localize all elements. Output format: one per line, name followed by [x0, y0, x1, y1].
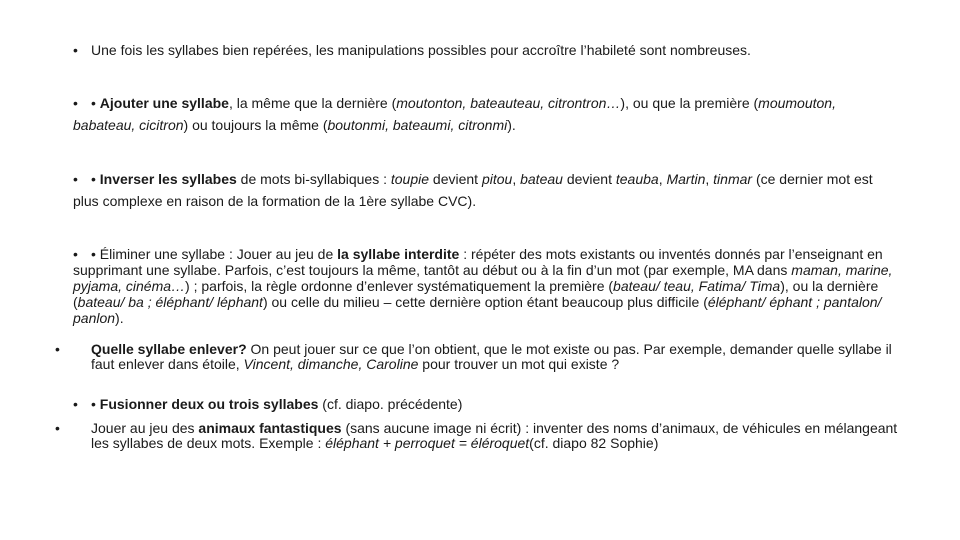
text-run: pour trouver un mot qui existe ? [418, 356, 620, 372]
bullet: • [55, 341, 60, 357]
text-run: , [705, 171, 714, 187]
example-run: boutonmi, bateaumi, citronmi [327, 117, 508, 133]
text-run: ) ou celle du milieu – cette dernière option étant beaucoup plus difficile ( [262, 294, 708, 310]
text-run: devient [429, 171, 482, 187]
text-run: (ce dernier mot est plus complexe en raison de la formation de la 1ère syllabe CVC). [73, 171, 877, 209]
example-run: éléphant/ éphant ; pantalon/ panlon [73, 294, 886, 326]
bullet: • [73, 171, 78, 187]
text-run: ) ou toujours la même ( [183, 117, 328, 133]
example-run: maman, marine, pyjama, cinéma… [73, 262, 897, 294]
bullet: • [73, 42, 78, 58]
fantastic-animals-title: animaux fantastiques [198, 420, 342, 436]
bullet: • [73, 95, 78, 111]
text-run: (cf. diapo. précédente) [318, 396, 463, 412]
example-run: bateau/ teau, Fatima/ Tima [613, 278, 781, 294]
invert-syllables-title: Inverser les syllabes [99, 171, 237, 187]
text-run: Jouer au jeu des [91, 420, 199, 436]
bullet: • [55, 420, 60, 436]
sub-bullet: • [91, 95, 100, 111]
text-run: ), ou la dernière ( [73, 278, 883, 310]
paragraph-invert-syllables [73, 168, 893, 212]
which-syllable-title: Quelle syllabe enlever? [91, 341, 247, 357]
text-run: , la même que la dernière ( [228, 95, 397, 111]
example-run: tinmar [713, 171, 753, 187]
add-syllable-title: Ajouter une syllabe [99, 95, 229, 111]
example-run: teauba [615, 171, 659, 187]
text-run: de mots bi-syllabiques : [236, 171, 391, 187]
intro-text: Une fois les syllabes bien repérées, les manipulations possibles pour accroître l’habileté sont nombreuses. [91, 42, 751, 58]
example-run: pitou [481, 171, 513, 187]
text-run: (sans aucune image ni écrit) : inventer des noms d’animaux, de véhicules en mélangeant les syllabes de deux mots. Exemple : [91, 420, 902, 451]
paragraph-add-syllable [73, 92, 893, 136]
text-run: , [512, 171, 521, 187]
bullet: • [73, 396, 78, 412]
text-run: : répéter des mots existants ou inventés donnés par l’enseignant en supprimant une syllabe. Parfois, c’est toujours la même, tantôt au début ou à la fin d’un mot (par exemple, MA dans [73, 246, 887, 278]
text-run: devient [562, 171, 616, 187]
example-run: Vincent, dimanche, Caroline [243, 356, 419, 372]
remove-syllable-lead: • Éliminer une syllabe : Jouer au jeu de [91, 246, 338, 262]
text-run: (cf. diapo 82 Sophie) [529, 435, 659, 451]
example-run: bateau [520, 171, 563, 187]
example-run: moumouton, babateau, cicitron [73, 95, 840, 133]
example-run: moutonton, bateauteau, citrontron… [396, 95, 621, 111]
text-run: , [658, 171, 667, 187]
text-run: On peut jouer sur ce que l’on obtient, que le mot existe ou pas. Par exemple, demander quelle syllabe il faut enlever dans étoile, [91, 341, 896, 372]
paragraph-merge-syllables [73, 396, 893, 412]
paragraph-remove-syllable [73, 246, 897, 326]
paragraph-syllables-intro [73, 42, 893, 58]
text-run: ), ou que la première ( [620, 95, 759, 111]
text-run: ). [115, 310, 124, 326]
sub-bullet: • [91, 171, 100, 187]
forbidden-syllable-title: la syllabe interdite [337, 246, 460, 262]
bullet: • [73, 246, 78, 262]
paragraph-which-syllable [55, 341, 911, 372]
example-run: bateau/ ba ; éléphant/ léphant [77, 294, 263, 310]
sub-bullet: • [91, 396, 100, 412]
paragraph-fantastic-animals [55, 420, 911, 451]
merge-syllables-title: Fusionner deux ou trois syllabes [99, 396, 319, 412]
example-run: Martin [666, 171, 706, 187]
example-run: toupie [390, 171, 430, 187]
text-run: ). [507, 117, 516, 133]
text-run: ) ; parfois, la règle ordonne d’enlever systématiquement la première ( [185, 278, 614, 294]
example-run: éléphant + perroquet = éléroquet [325, 435, 530, 451]
